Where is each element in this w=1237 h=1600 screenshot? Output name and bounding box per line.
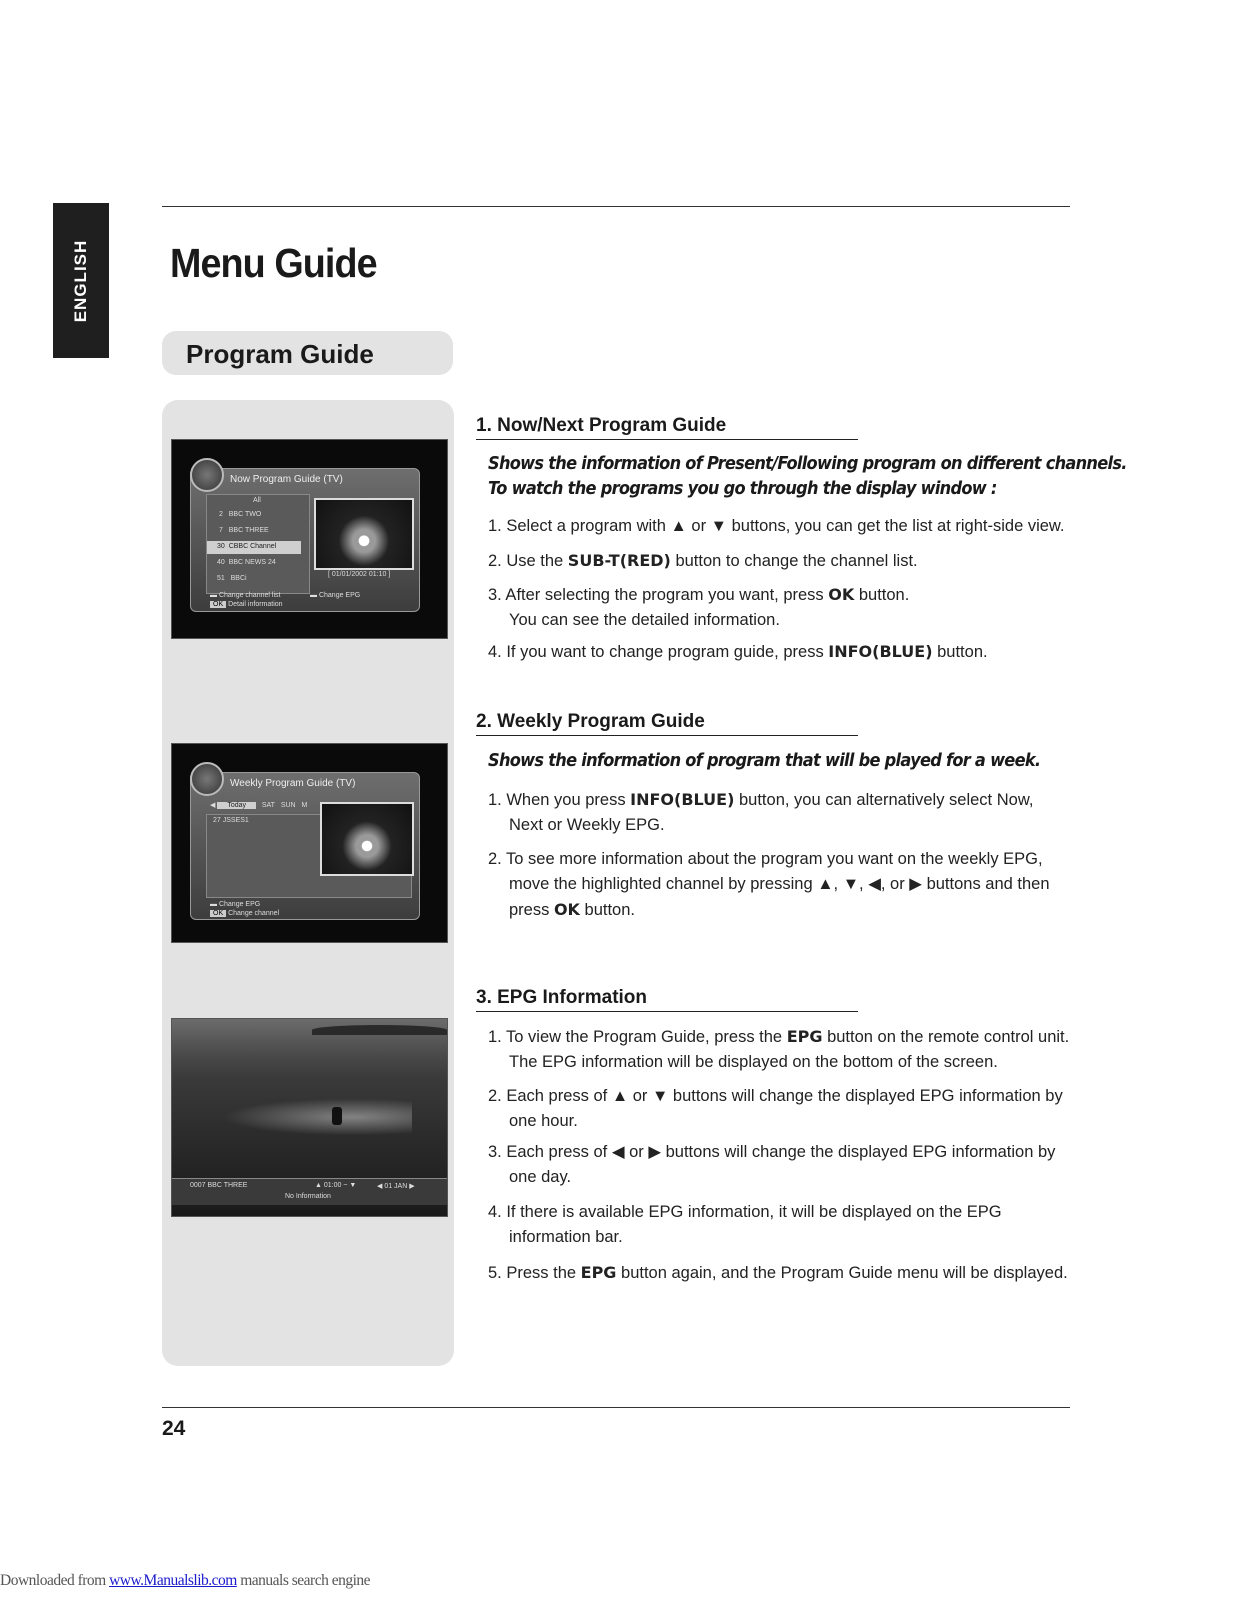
hint-change-channel-list: ▬ Change channel list [210, 592, 281, 599]
list-item: 3. After selecting the program you want, press OK button. You can see the detailed information. [488, 585, 910, 629]
preview-window [314, 498, 414, 570]
list-item: 1. When you press INFO(BLUE) button, you can alternatively select Now, Next or Weekly EPG. [488, 790, 1034, 834]
list-item: 2. Each press of ▲ or ▼ buttons will change the displayed EPG information by one hour. [488, 1087, 1063, 1130]
now-guide-title: Now Program Guide (TV) [230, 474, 343, 485]
list-item: 5. Press the EPG button again, and the Program Guide menu will be displayed. [488, 1263, 1068, 1282]
page-title: Menu Guide [170, 240, 377, 286]
horizon-island [312, 1025, 447, 1035]
hint-change-epg: ▬ Change EPG [310, 592, 361, 599]
section-pill-label: Program Guide [186, 339, 374, 369]
channel-row: 7 BBC THREE [219, 527, 269, 534]
list-item: 1. Select a program with ▲ or ▼ buttons, you can get the list at right-side view. [488, 517, 1065, 535]
now-guide-screenshot [171, 439, 448, 639]
channel-list [206, 494, 310, 594]
hint-change-epg: ▬ Change EPG [210, 901, 261, 908]
preview-window [320, 802, 414, 876]
channel-row: 40 BBC NEWS 24 [217, 559, 276, 566]
epg-channel: 0007 BBC THREE [190, 1182, 248, 1189]
list-item: 4. If you want to change program guide, press INFO(BLUE) button. [488, 642, 988, 661]
section-now-next-heading: 1. Now/Next Program Guide [476, 415, 858, 440]
channel-row: 30 CBBC Channel [217, 543, 277, 550]
epg-time: ▲ 01:00 ~ ▼ [315, 1182, 357, 1189]
now-guide-datetime: [ 01/01/2002 01:10 ] [328, 571, 391, 578]
clock-icon [190, 458, 224, 492]
bottom-rule [162, 1407, 1070, 1408]
epg-no-information: No Information [285, 1193, 331, 1200]
jet-ski-rider [332, 1107, 342, 1125]
day-tabs: ◀ Today SAT SUN M [210, 802, 308, 809]
weekly-guide-screenshot [171, 743, 448, 943]
channel-filter: All [253, 497, 261, 504]
channel-row: 51 BBCi [217, 575, 247, 582]
list-item: 2. Use the SUB-T(RED) button to change the channel list. [488, 551, 918, 570]
section-epg-heading: 3. EPG Information [476, 987, 858, 1012]
list-item: 2. To see more information about the program you want on the weekly EPG, move the highlighted channel by pressing ▲, ▼, ◀, or ▶ buttons and then press OK button. [488, 850, 1050, 919]
weekly-row: 27 JSSES1 [213, 817, 249, 824]
list-item: 3. Each press of ◀ or ▶ buttons will change the displayed EPG information by one day. [488, 1143, 1056, 1186]
epg-date: ◀ 01 JAN ▶ [377, 1183, 415, 1190]
wake-spray [212, 1097, 412, 1137]
section-now-next-lead: Shows the information of Present/Following program on different channels. To watch the programs you go through the display window : [488, 453, 1127, 499]
hint-change-channel: OK Change channel [210, 910, 279, 917]
list-item: 4. If there is available EPG information, it will be displayed on the EPG information bar. [488, 1203, 1002, 1246]
section-pill [162, 331, 453, 375]
page-number: 24 [162, 1417, 186, 1440]
hint-detail-information: OK Detail information [210, 601, 283, 608]
top-rule [162, 206, 1070, 207]
epg-info-bar [172, 1178, 447, 1205]
section-weekly-lead: Shows the information of program that will be played for a week. [488, 750, 1041, 771]
weekly-guide-title: Weekly Program Guide (TV) [230, 778, 356, 789]
footer-prefix: Downloaded from [0, 1572, 110, 1589]
clock-icon [190, 762, 224, 796]
footer-link[interactable]: www.Manualslib.com [109, 1572, 237, 1589]
epg-info-screenshot [171, 1018, 448, 1217]
footer-suffix: manuals search engine [236, 1572, 371, 1589]
footer [0, 1572, 370, 1590]
language-tab [53, 203, 109, 358]
channel-row: 2 BBC TWO [219, 511, 262, 518]
language-tab-label: ENGLISH [71, 239, 90, 322]
list-item: 1. To view the Program Guide, press the EPG button on the remote control unit. The EPG information will be displayed on the bottom of the screen. [488, 1027, 1070, 1071]
section-weekly-heading: 2. Weekly Program Guide [476, 711, 858, 736]
